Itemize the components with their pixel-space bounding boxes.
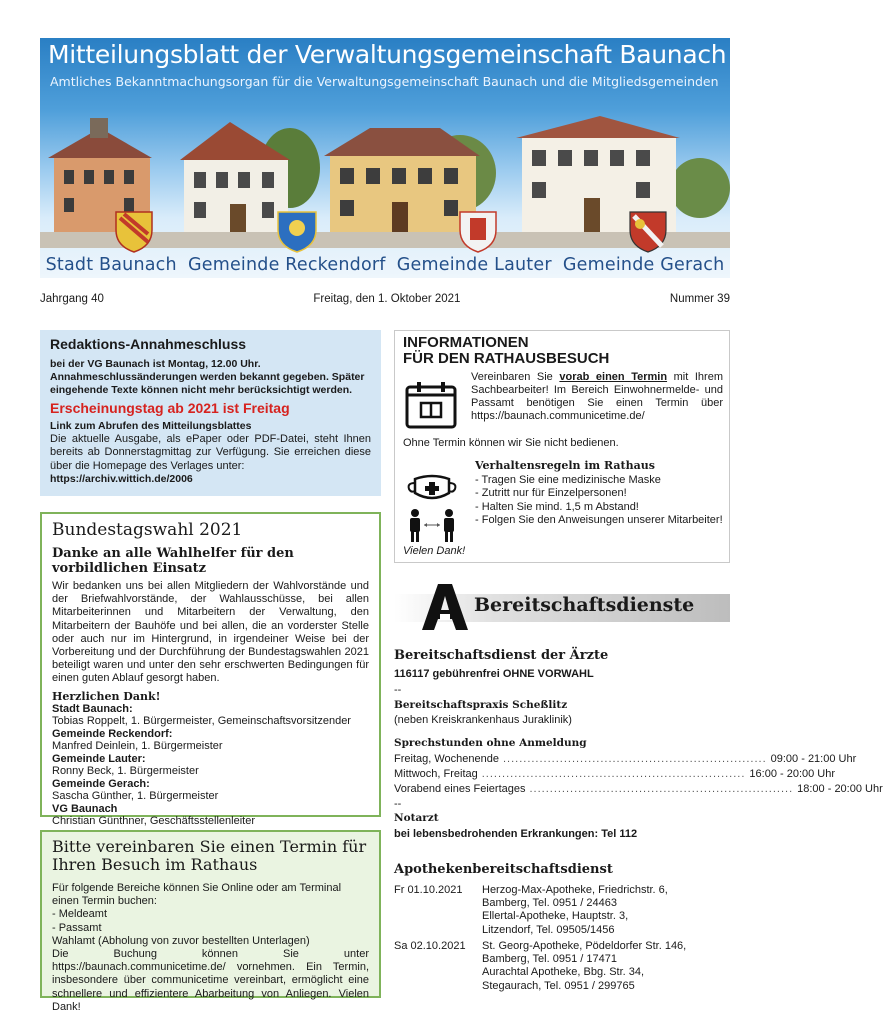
hours-row <box>394 783 883 795</box>
rathaus-rules-heading: Verhaltensregeln im Rathaus <box>475 459 655 472</box>
rathaus-rule: - Zutritt nur für Einzelpersonen! <box>475 487 627 500</box>
municipality-gerach: Gemeinde Gerach <box>562 255 725 275</box>
aerzte-heading: Bereitschaftsdienst der Ärzte <box>394 648 609 663</box>
signature-org: VG Baunach <box>52 802 118 815</box>
rathaus-text-pre: Vereinbaren Sie <box>471 371 560 383</box>
hours-row <box>394 768 836 780</box>
rathaus-thanks: Vielen Dank! <box>403 545 466 557</box>
apotheke-details <box>482 940 730 993</box>
hours-time: 16:00 - 20:00 Uhr <box>749 768 836 780</box>
rathaus-text-emphasis: vorab einen Termin <box>559 371 668 383</box>
redaktion-heading: Redaktions-Annahmeschluss <box>50 336 247 352</box>
apotheke-details <box>482 884 730 937</box>
masthead-banner <box>40 38 730 278</box>
signature-org: Gemeinde Gerach: <box>52 777 150 790</box>
notarzt-heading: Notarzt <box>394 812 439 824</box>
apotheken-heading: Apothekenbereitschaftsdienst <box>394 862 613 877</box>
termin-outro: Die Buchung können Sie unter https://baunach.communicetime.de/ vornehmen. Ein Termin, insbesondere über communicetime vereinbart, ermöglicht eine schnellere und effizientere Abarbeitung von Anliegen. Vielen Dank! <box>52 948 369 1013</box>
rathaus-appointment-text <box>471 371 723 423</box>
rathaus-heading <box>403 335 721 367</box>
municipality-reckendorf: Gemeinde Reckendorf <box>187 255 386 275</box>
signature-person: Manfred Deinlein, 1. Bürgermeister <box>52 740 223 753</box>
signature-person: Ronny Beck, 1. Bürgermeister <box>52 765 199 778</box>
wahl-box <box>40 512 381 828</box>
issue-date: Freitag, den 1. Oktober 2021 <box>313 293 461 305</box>
rathaus-text-post: mit Ihrem Sachbearbeiter! Im Bereich Einwohnermelde- und Passamt benötigen Sie einen Termin über https://baunach.communicetime.de/ <box>471 371 723 422</box>
apotheke-line: Bamberg, Tel. 0951 / 24463 <box>482 897 617 910</box>
hours-day: Vorabend eines Feiertages <box>394 783 526 795</box>
signature-person: Christian Günthner, Geschäftsstellenleiter <box>52 815 255 828</box>
wahl-body: Wir bedanken uns bei allen Mitgliedern der Wahlvorstände und der Briefwahlvorstände, der Wahlausschüsse, bei allen Mitarbeiterinnen und Mitarbeitern der Verwaltung, den Mitarbeitern der Bauhöfe und bei allen, die an vorderster Stelle oder auch nur im Hintergrund, in irgendeiner Weise bei der Vorbereitung und der Durchführung der Bundestagswahlen 2021 beteiligt waren und unter den sehr erschwerten Bedingungen für einen guten Ablauf gesorgt haben. <box>52 580 369 685</box>
signature-org: Gemeinde Reckendorf: <box>52 727 173 740</box>
issue-info-line <box>40 293 730 309</box>
rathaus-rule: - Halten Sie mind. 1,5 m Abstand! <box>475 500 639 513</box>
redaktion-link-text: Die aktuelle Ausgabe, als ePaper oder PDF-Datei, steht Ihnen bereits ab Donnerstagmittag zur Verfügung. Sie erreichen diese über die Homepage des Verlages unter: <box>50 433 371 472</box>
praxis-note: (neben Kreiskrankenhaus Juraklinik) <box>394 714 572 726</box>
apotheke-line: Aurachtal Apotheke, Bbg. Str. 34, <box>482 966 645 979</box>
bereitschaft-title: Bereitschaftsdienste <box>474 594 695 616</box>
hours-day: Mittwoch, Freitag <box>394 768 478 780</box>
rathaus-heading-line2: FÜR DEN RATHAUSBESUCH <box>403 350 610 367</box>
pharmacy-a-icon <box>422 582 468 632</box>
aerzte-phone: 116117 gebührenfrei OHNE VORWAHL <box>394 668 594 680</box>
volume: Jahrgang 40 <box>40 293 104 305</box>
rathaus-rules-list <box>475 474 725 528</box>
termin-intro: Für folgende Bereiche können Sie Online oder am Terminal einen Termin buchen: <box>52 882 342 908</box>
municipality-baunach: Stadt Baunach <box>45 255 177 275</box>
termin-item: - Passamt <box>52 921 102 934</box>
termin-heading: Bitte vereinbaren Sie einen Termin für Ihren Besuch im Rathaus <box>52 837 367 874</box>
rathaus-info-box <box>394 330 730 563</box>
termin-item: - Meldeamt <box>52 908 108 921</box>
redaktion-deadline: bei der VG Baunach ist Montag, 12.00 Uhr. Annahmeschlussänderungen werden bekannt gegeben. Später eingehende Texte können nicht mehr berücksichtigt werden. <box>50 358 365 396</box>
apotheke-line: Litzendorf, Tel. 09505/1456 <box>482 923 615 936</box>
apotheke-line: Herzog-Max-Apotheke, Friedrichstr. 6, <box>482 884 668 896</box>
hours-time: 09:00 - 21:00 Uhr <box>770 753 857 765</box>
apotheke-date: Sa 02.10.2021 <box>394 940 466 952</box>
rathaus-rule: - Tragen Sie eine medizinische Maske <box>475 474 661 486</box>
leader-dots: ................................................................. <box>502 753 767 765</box>
redaktion-publication-day: Erscheinungstag ab 2021 ist Freitag <box>50 400 290 417</box>
signature-org: Stadt Baunach: <box>52 702 133 715</box>
apotheke-date: Fr 01.10.2021 <box>394 884 463 896</box>
bereitschaft-banner <box>394 582 730 632</box>
issue-number: Nummer 39 <box>669 293 730 305</box>
hours-row <box>394 753 857 765</box>
signature-person: Sascha Günther, 1. Bürgermeister <box>52 790 219 803</box>
signature-org: Gemeinde Lauter: <box>52 752 146 765</box>
calendar-icon <box>405 381 457 429</box>
municipality-names <box>40 252 730 278</box>
wahl-thanks: Herzlichen Dank! <box>52 689 161 703</box>
hours-day: Freitag, Wochenende <box>394 753 499 765</box>
municipality-lauter: Gemeinde Lauter <box>396 255 552 275</box>
leader-dots: ................................................................. <box>529 783 794 795</box>
termin-box <box>40 830 381 1013</box>
wahl-subheading: Danke an alle Wahlhelfer für den vorbildlichen Einsatz <box>52 546 294 576</box>
apotheke-entry <box>394 940 730 993</box>
signature-person: Tobias Roppelt, 1. Bürgermeister, Gemeinschaftsvorsitzender <box>52 715 351 728</box>
town-halls-photo <box>40 98 730 248</box>
rathaus-no-appointment: Ohne Termin können wir Sie nicht bedienen. <box>403 437 619 449</box>
hours-time: 18:00 - 20:00 Uhr <box>797 783 883 795</box>
masthead-subtitle: Amtliches Bekanntmachungsorgan für die Verwaltungsgemeinschaft Baunach und die Mitgliedsgemeinden <box>50 74 719 89</box>
redaktion-url[interactable]: https://archiv.wittich.de/2006 <box>50 472 193 485</box>
sprechstunden-heading: Sprechstunden ohne Anmeldung <box>394 737 587 749</box>
separator: -- <box>394 684 402 696</box>
apotheke-line: Stegaurach, Tel. 0951 / 299765 <box>482 979 635 992</box>
redaktion-link-heading: Link zum Abrufen des Mitteilungsblattes <box>50 420 252 433</box>
apotheke-line: Bamberg, Tel. 0951 / 17471 <box>482 953 617 966</box>
termin-item: Wahlamt (Abholung von zuvor bestellten Unterlagen) <box>52 934 310 947</box>
masthead-title: Mitteilungsblatt der Verwaltungsgemeinschaft Baunach <box>48 40 727 69</box>
leader-dots: ................................................................. <box>481 768 746 780</box>
mask-icon <box>407 473 457 503</box>
praxis-heading: Bereitschaftspraxis Scheßlitz <box>394 699 568 711</box>
apotheke-line: Ellertal-Apotheke, Hauptstr. 3, <box>482 910 629 923</box>
apotheke-line: St. Georg-Apotheke, Pödeldorfer Str. 146, <box>482 940 687 952</box>
separator: -- <box>394 798 402 810</box>
apotheke-entry <box>394 884 730 937</box>
distance-icon <box>407 507 457 543</box>
redaktion-box <box>40 330 381 496</box>
notarzt-text: bei lebensbedrohenden Erkrankungen: Tel 112 <box>394 828 638 840</box>
rathaus-heading-line1: INFORMATIONEN <box>403 334 529 351</box>
wahl-heading: Bundestagswahl 2021 <box>52 520 243 540</box>
rathaus-rule: - Folgen Sie den Anweisungen unserer Mitarbeiter! <box>475 514 723 527</box>
